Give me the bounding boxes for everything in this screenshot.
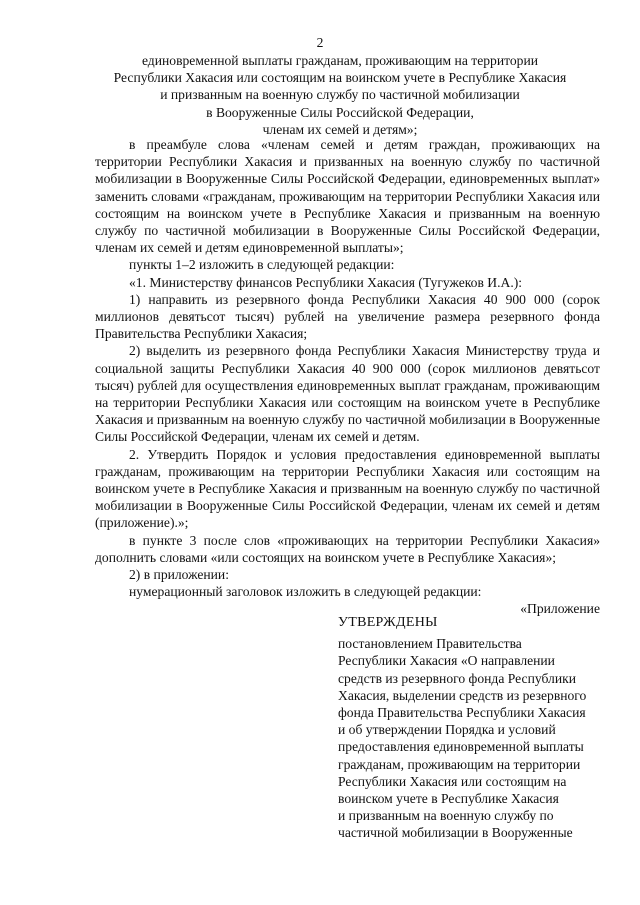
title-line: членам их семей и детям»;: [262, 121, 418, 137]
approval-line: частичной мобилизации в Вооруженные: [338, 825, 573, 841]
approval-line: средств из резервного фонда Республики: [338, 670, 576, 686]
paragraph-preamble: в преамбуле слова «членам семей и детям граждан, проживающих на территории Республики Хакасия и призванных на военную службу по частичной мобилизации в Вооруженные Силы Российской Федерации, единовременных выплат» заменить словами «гражданам, проживающим на территории Республики Хакасия или состоящим на воинском учете в Республике Хакасия и призванным на военную службу по частичной мобилизации в Вооруженные Силы Российской Федерации, членам их семей и детям единовременной выплаты»;: [95, 137, 600, 256]
approval-line: фонда Правительства Республики Хакасия: [338, 705, 586, 721]
paragraph-subpoint-2: 2) выделить из резервного фонда Республики Хакасия Министерству труда и социальной защиты Республики Хакасия 40 900 000 (сорок миллионов девятьсот тысяч) рублей для осуществления единовременных выплат гражданам, проживающим на территории Республики Хакасия или состоящим на воинском учете в Республике Хакасия и призванным на военную службу по частичной мобилизации в Вооруженные Силы Российской Федерации, членам их семей и детям.: [95, 343, 600, 445]
paragraph-subpoint-1: 1) направить из резервного фонда Республики Хакасия 40 900 000 (сорок миллионов девятьсот тысяч) рублей на увеличение размера резервного фонда Правительства Республики Хакасия;: [95, 291, 600, 342]
approval-line: и призванным на военную службу по: [338, 808, 554, 824]
approval-line: Республики Хакасия «О направлении: [338, 653, 555, 669]
paragraph-point-3-amend: в пункте 3 после слов «проживающих на территории Республики Хакасия» дополнить словами «или состоящих на воинском учете в Республике Хакасия»;: [95, 532, 600, 565]
approval-line: Республики Хакасия или состоящим на: [338, 773, 567, 789]
approval-heading: УТВЕРЖДЕНЫ: [338, 615, 438, 630]
approval-line: и об утверждении Порядка и условий: [338, 722, 556, 738]
approval-line: воинском учете в Республике Хакасия: [338, 791, 559, 807]
approval-line: постановлением Правительства: [338, 636, 522, 652]
title-line: и призванным на военную службу по частичной мобилизации: [160, 87, 520, 103]
title-line: Республики Хакасия или состоящим на воинском учете в Республике Хакасия: [113, 70, 567, 86]
body-text: [95, 136, 600, 618]
paragraph-points-intro: пункты 1–2 изложить в следующей редакции:: [129, 257, 395, 273]
approval-line: Хакасия, выделении средств из резервного: [338, 687, 587, 703]
title-block: [80, 52, 600, 138]
paragraph-heading-note: нумерационный заголовок изложить в следующей редакции:: [129, 584, 482, 600]
approval-line: гражданам, проживающим на территории: [338, 756, 581, 772]
paragraph-appendix: 2) в приложении:: [129, 567, 229, 583]
title-line: единовременной выплаты гражданам, проживающим на территории: [141, 53, 539, 68]
title-line: в Вооруженные Силы Российской Федерации,: [206, 104, 474, 120]
page-number: 2: [316, 35, 324, 50]
paragraph-point-1: «1. Министерству финансов Республики Хакасия (Тугужеков И.А.):: [129, 274, 523, 290]
approval-block: [338, 614, 608, 842]
paragraph-point-2: 2. Утвердить Порядок и условия предоставления единовременной выплаты гражданам, проживающим на территории Республики Хакасия или состоящим на воинском учете в Республике Хакасия и призванным на военную службу по частичной мобилизации в Вооруженные Силы Российской Федерации, членам их семей и детям (приложение).»;: [95, 446, 600, 531]
approval-line: предоставления единовременной выплаты: [338, 739, 584, 755]
appendix-label: «Приложение: [520, 601, 600, 617]
